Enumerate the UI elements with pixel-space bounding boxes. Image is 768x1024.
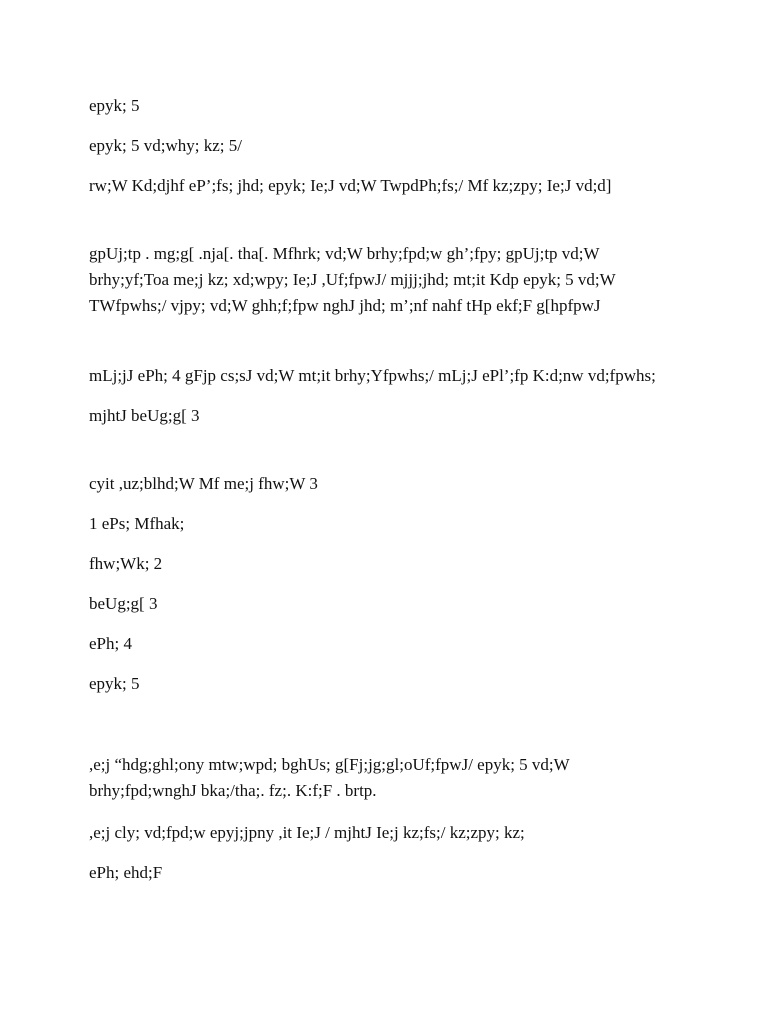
paragraph-2: epyk; 5 vd;why; kz; 5/ xyxy=(89,136,242,155)
paragraph-3: rw;W Kd;djhf eP’;fs; jhd; epyk; Ie;J vd;W TwpdPh;fs;/ Mf kz;zpy; Ie;J vd;d] xyxy=(89,176,612,195)
paragraph-13: ,e;j “hdg;ghl;ony mtw;wpd; bghUs; g[Fj;jg;gl;oUf;fpwJ/ epyk; 5 vd;W brhy;fpd;wnghJ bka;/tha;. fz;. K:f;F . brtp. xyxy=(89,755,570,800)
paragraph-8: 1 ePs; Mfhak; xyxy=(89,514,185,533)
paragraph-10: beUg;g[ 3 xyxy=(89,594,158,613)
paragraph-4: gpUj;tp . mg;g[ .nja[. tha[. Mfhrk; vd;W brhy;fpd;w gh’;fpy; gpUj;tp vd;W brhy;yf;Toa me;j kz; xd;wpy; Ie;J ,Uf;fpwJ/ mjjj;jhd; mt;it Kdp epyk; 5 vd;W TWfpwhs;/ vjpy; vd;W ghh;f;fpw nghJ jhd; m’;nf nahf tHp ekf;F g[hpfpwJ xyxy=(89,244,616,315)
paragraph-1: epyk; 5 xyxy=(89,96,140,115)
paragraph-15: ePh; ehd;F xyxy=(89,863,163,882)
paragraph-9: fhw;Wk; 2 xyxy=(89,554,163,573)
paragraph-14: ,e;j cly; vd;fpd;w epyj;jpny ,it Ie;J / mjhtJ Ie;j kz;fs;/ kz;zpy; kz; xyxy=(89,823,525,842)
paragraph-12: epyk; 5 xyxy=(89,674,140,693)
paragraph-6: mjhtJ beUg;g[ 3 xyxy=(89,406,200,425)
paragraph-7: cyit ,uz;blhd;W Mf me;j fhw;W 3 xyxy=(89,474,318,493)
paragraph-5: mLj;jJ ePh; 4 gFjp cs;sJ vd;W mt;it brhy;Yfpwhs;/ mLj;J ePl’;fp K:d;nw vd;fpwhs; xyxy=(89,366,656,385)
paragraph-11: ePh; 4 xyxy=(89,634,132,653)
